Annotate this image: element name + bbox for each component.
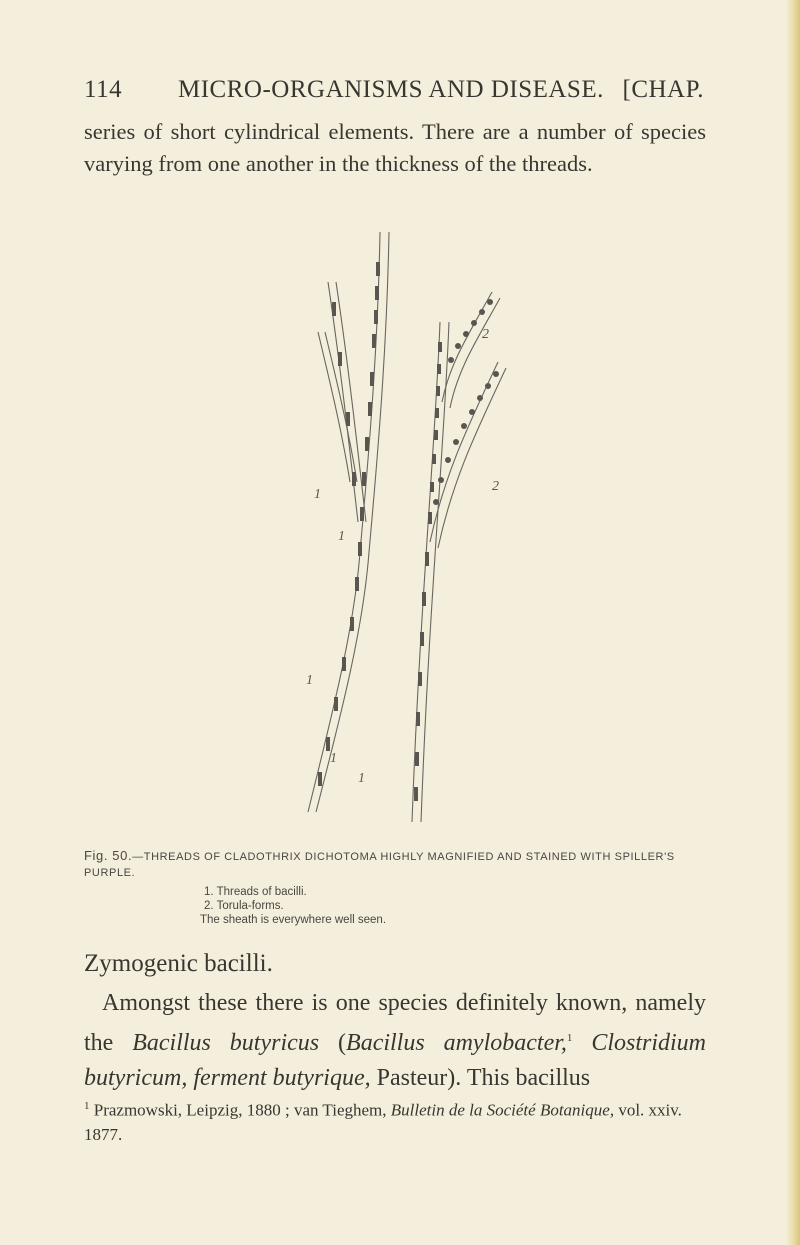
running-header [84,76,704,110]
caption-text: —THREADS OF CLADOTHRIX DICHOTOMA HIGHLY MAGNIFIED AND STAINED WITH SPILLER'S PURPLE. [84,851,675,879]
caption-item-2: 2. Torula-forms. [204,900,284,912]
label-1a: 1 [314,487,321,502]
figure-illustration [230,222,550,842]
label-2b: 2 [492,479,499,494]
paragraph-2-tail: Pasteur). This bacillus [370,1065,591,1091]
caption-note: The sheath is everywhere well seen. [200,914,387,926]
label-2a: 2 [482,327,489,342]
section-heading: Zymogenic bacilli. [84,950,273,977]
paren-open: ( [319,1030,347,1056]
page-number: 114 [84,76,123,103]
cladothrix-threads-drawing [230,222,550,842]
label-1d: 1 [358,771,365,786]
figure-caption [84,848,706,927]
space [572,1030,591,1056]
figure-label: Fig. 50. [84,848,133,863]
label-1c: 1 [306,673,313,688]
label-1e: 1 [330,751,337,766]
footnote [84,1094,710,1147]
label-1b: 1 [338,529,345,544]
footnote-ref: 1 [566,1032,573,1044]
page-edge [786,0,800,1245]
chapter-marker: [CHAP. [622,76,704,103]
caption-item-1: 1. Threads of bacilli. [204,886,307,898]
footnote-text-b: vol. xxiv. 1877. [84,1100,682,1144]
species-name-2: Bacillus amylobacter, [346,1030,567,1056]
caption-title [84,848,706,881]
running-title: MICRO-ORGANISMS AND DISEASE. [178,76,604,103]
footnote-text-a: Prazmowski, Leipzig, 1880 ; van Tieghem, [89,1100,391,1120]
footnote-marker: 1 [84,1100,90,1112]
paragraph-2-lead: Amongst these there is one species definitely known, namely the [84,990,706,1056]
paragraph-2 [84,986,706,1096]
species-name-3: Clostridium butyricum, ferment butyrique, [84,1030,707,1091]
footnote-journal: Bulletin de la Société Botanique, [390,1100,615,1120]
paragraph-1: series of short cylindrical elements. There are a number of species varying from one another in the thickness of the threads. [84,119,706,176]
species-name-1: Bacillus butyricus [132,1030,320,1056]
